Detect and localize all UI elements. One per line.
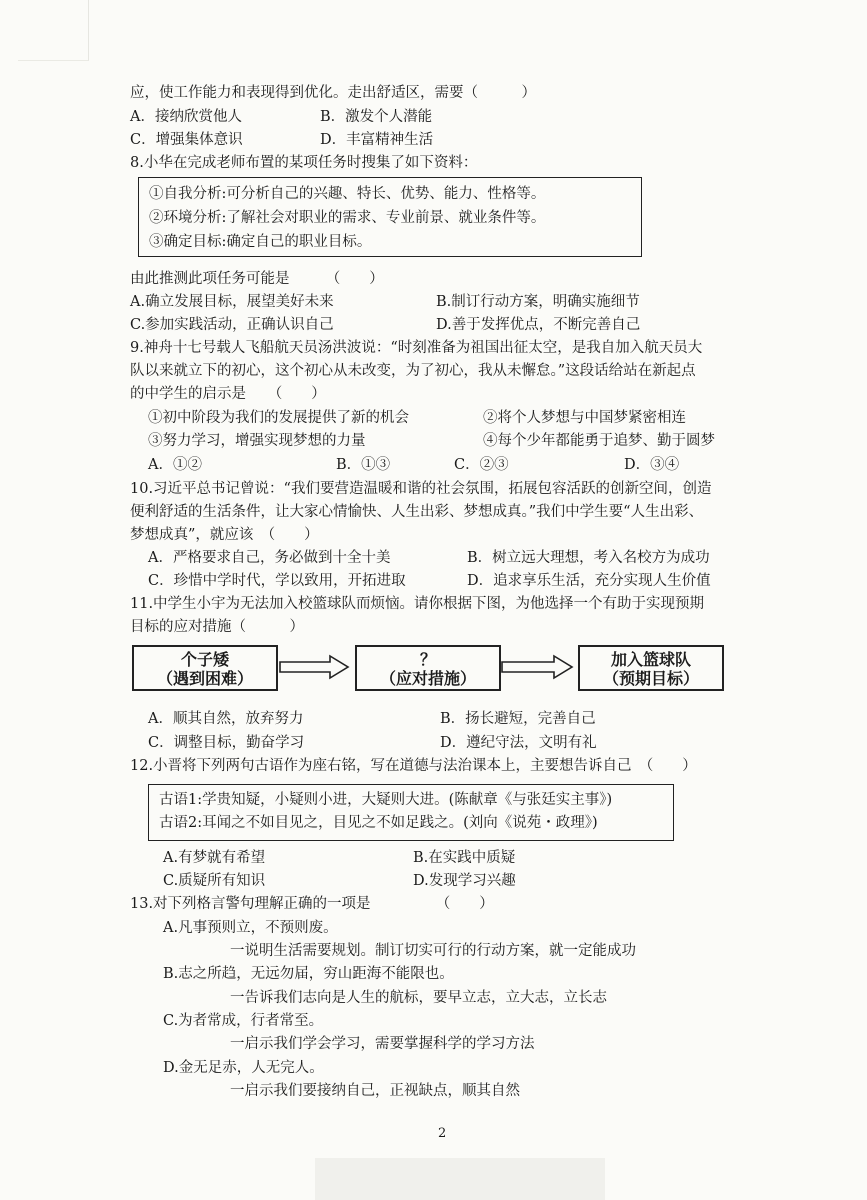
q7-option-a[interactable]: A．接纳欣赏他人 [130, 109, 242, 125]
flow-box-measure [355, 645, 501, 691]
q9-stem-line-1: 9.神舟十七号载人飞船航天员汤洪波说：“时刻准备为祖国出征太空，是我自加入航天员大 [130, 340, 703, 356]
q7-option-b[interactable]: B．激发个人潜能 [320, 109, 433, 125]
scan-bottom-artifact [315, 1158, 605, 1200]
q13-stem: 13.对下列格言警句理解正确的一项是 （ ） [130, 896, 494, 912]
q9-stem-line-3: 的中学生的启示是 （ ） [130, 386, 326, 402]
q8-material-line-2: ②环境分析:了解社会对职业的需求、专业前景、就业条件等。 [149, 210, 546, 226]
q10-stem-line-2: 便利舒适的生活条件，让大家心情愉快、人生出彩、梦想成真。”我们中学生要“人生出彩、 [130, 504, 704, 520]
q11-option-b[interactable]: B．扬长避短，完善自己 [440, 711, 596, 727]
flow-box-measure-sub: （应对措施） [379, 669, 476, 688]
scan-edge-artifact [18, 0, 89, 61]
q8-material-box [138, 177, 642, 257]
q11-stem-line-1: 11.中学生小宇为无法加入校篮球队而烦恼。请你根据下图，为他选择一个有助于实现预期 [130, 596, 705, 612]
q12-option-a[interactable]: A.有梦就有希望 [163, 850, 266, 866]
q9-option-b[interactable]: B．①③ [336, 457, 391, 473]
flow-arrow-1 [278, 654, 352, 680]
q11-option-d[interactable]: D．遵纪守法，文明有礼 [440, 735, 597, 751]
q8-material-line-3: ③确定目标:确定自己的职业目标。 [149, 234, 372, 250]
flow-box-goal-title: 加入篮球队 [610, 650, 691, 669]
q12-quote-2: 古语2:耳闻之不如目见之，目见之不如足践之。(刘向《说苑・政理》) [159, 815, 598, 831]
flow-box-difficulty [132, 645, 278, 691]
flow-box-goal [578, 645, 724, 691]
q11-option-a[interactable]: A．顺其自然，放弃努力 [148, 711, 304, 727]
q9-option-d[interactable]: D．③④ [624, 457, 680, 473]
flow-box-difficulty-title: 个子矮 [180, 650, 229, 669]
q8-option-b[interactable]: B.制订行动方案，明确实施细节 [436, 294, 640, 310]
q13-option-a-explanation: 一说明生活需要规划。制订切实可行的行动方案，就一定能成功 [230, 943, 636, 959]
flow-box-goal-sub: （预期目标） [602, 669, 699, 688]
q12-option-b[interactable]: B.在实践中质疑 [413, 850, 516, 866]
q10-option-c[interactable]: C．珍惜中学时代，学以致用，开拓进取 [148, 573, 406, 589]
q12-quote-box [148, 784, 674, 841]
q9-option-a[interactable]: A．①② [148, 457, 202, 473]
q13-option-b[interactable]: B.志之所趋，无远勿届，穷山距海不能限也。 [163, 966, 454, 982]
q11-option-c[interactable]: C．调整目标，勤奋学习 [148, 735, 305, 751]
q10-stem-line-3: 梦想成真”，就应该 （ ） [130, 527, 319, 543]
q11-stem-line-2: 目标的应对措施（ ） [130, 619, 304, 635]
q12-quote-1: 古语1:学贵知疑，小疑则小进，大疑则大进。(陈献章《与张廷实主事》) [159, 792, 613, 808]
q12-stem: 12.小晋将下列两句古语作为座右铭，写在道德与法治课本上，主要想告诉自己 （ ） [130, 758, 697, 774]
q10-option-d[interactable]: D．追求享乐生活，充分实现人生价值 [467, 573, 711, 589]
q13-option-a[interactable]: A.凡事预则立，不预则废。 [163, 920, 338, 936]
q8-option-c[interactable]: C.参加实践活动，正确认识自己 [130, 317, 334, 333]
q8-option-d[interactable]: D.善于发挥优点，不断完善自己 [436, 317, 641, 333]
q9-option-c[interactable]: C．②③ [454, 457, 509, 473]
q13-option-c-explanation: 一启示我们学会学习，需要掌握科学的学习方法 [230, 1036, 535, 1052]
page-number: 2 [438, 1126, 447, 1141]
q8-prompt: 由此推测此项任务可能是 （ ） [130, 271, 384, 287]
q13-option-d[interactable]: D.金无足赤，人无完人。 [163, 1060, 324, 1076]
q13-option-c[interactable]: C.为者常成，行者常至。 [163, 1013, 324, 1029]
q13-option-d-explanation: 一启示我们要接纳自己，正视缺点，顺其自然 [230, 1083, 520, 1099]
flow-arrow-2 [500, 654, 576, 680]
q9-statement-4: ④每个少年都能勇于追梦、勤于圆梦 [483, 433, 715, 449]
q7-stem-continued: 应，使工作能力和表现得到优化。走出舒适区，需要（ ） [130, 85, 536, 101]
q8-option-a[interactable]: A.确立发展目标，展望美好未来 [130, 294, 334, 310]
q9-statement-3: ③努力学习，增强实现梦想的力量 [148, 433, 366, 449]
q9-statement-2: ②将个人梦想与中国梦紧密相连 [483, 410, 686, 426]
q10-option-a[interactable]: A．严格要求自己，务必做到十全十美 [148, 550, 391, 566]
q8-material-line-1: ①自我分析:可分析自己的兴趣、特长、优势、能力、性格等。 [149, 186, 546, 202]
q7-option-d[interactable]: D．丰富精神生活 [320, 132, 434, 148]
q10-option-b[interactable]: B．树立远大理想，考入名校方为成功 [467, 550, 710, 566]
q12-option-d[interactable]: D.发现学习兴趣 [413, 873, 516, 889]
q13-option-b-explanation: 一告诉我们志向是人生的航标，要早立志，立大志，立长志 [230, 990, 607, 1006]
q9-statement-1: ①初中阶段为我们的发展提供了新的机会 [148, 410, 409, 426]
q12-option-c[interactable]: C.质疑所有知识 [163, 873, 266, 889]
q9-stem-line-2: 队以来就立下的初心，这个初心从未改变，为了初心，我从未懈怠。”这段话给站在新起点 [130, 363, 696, 379]
q8-stem: 8.小华在完成老师布置的某项任务时搜集了如下资料： [130, 155, 478, 171]
flow-box-difficulty-sub: （遇到困难） [156, 669, 253, 688]
flow-box-measure-title: ？ [419, 650, 436, 669]
q10-stem-line-1: 10.习近平总书记曾说：“我们要营造温暖和谐的社会氛围，拓展包容活跃的创新空间，创造 [130, 481, 712, 497]
q7-option-c[interactable]: C．增强集体意识 [130, 132, 243, 148]
